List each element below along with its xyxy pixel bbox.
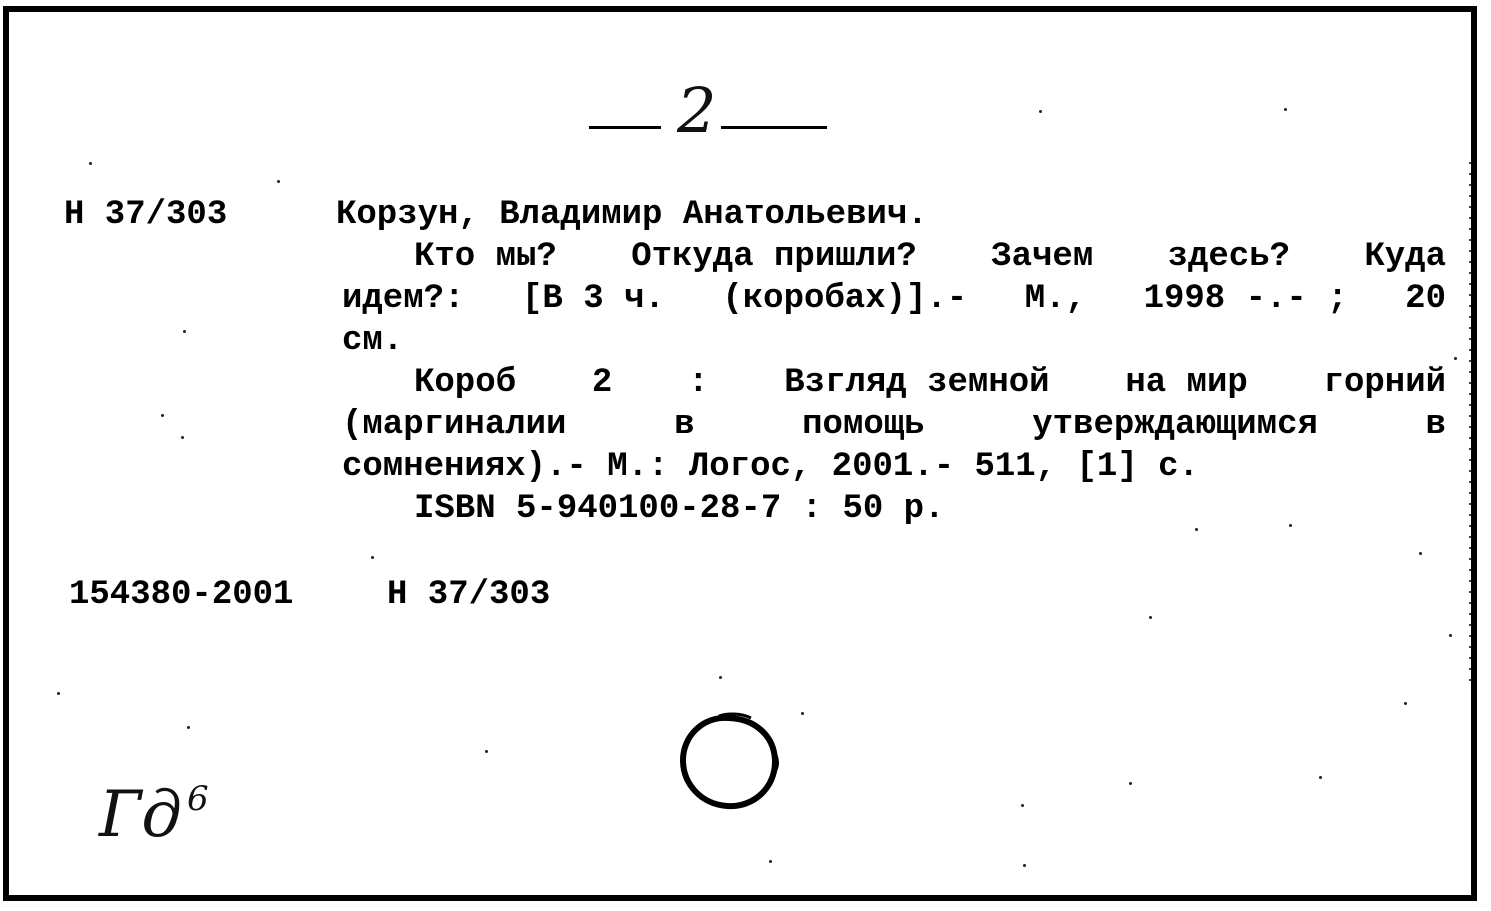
accession-number: 154380-2001 <box>69 576 294 614</box>
punch-hole-icon <box>669 702 789 822</box>
scan-speckle <box>161 414 164 417</box>
shelf-mark-letters: Гд <box>99 778 182 852</box>
page-number-mark <box>581 74 831 176</box>
scan-speckle <box>1129 782 1132 785</box>
volume-word: Короб <box>414 364 517 402</box>
dash-left <box>589 126 661 129</box>
scan-speckle <box>183 330 186 333</box>
scan-speckle <box>769 860 772 863</box>
isbn-line: ISBN 5-940100-28-7 : 50 р. <box>414 490 945 528</box>
scan-speckle <box>1419 552 1422 555</box>
scan-speckle <box>1023 864 1026 867</box>
scan-speckle <box>485 750 488 753</box>
author-line: Корзун, Владимир Анатольевич. <box>336 196 928 234</box>
volume-last-line: сомнениях).- М.: Логос, 2001.- 511, [1] с. <box>342 448 1199 486</box>
volume-word: горний <box>1323 364 1446 402</box>
scan-speckle <box>1284 108 1287 111</box>
scan-speckle <box>1039 110 1042 113</box>
title-word: Куда <box>1364 238 1446 276</box>
title-word: 1998 -.- ; <box>1143 280 1348 318</box>
scan-speckle <box>277 180 280 183</box>
title-line-2 <box>342 278 1446 320</box>
title-word: Зачем <box>991 238 1094 276</box>
scan-speckle <box>1195 528 1198 531</box>
scan-speckle <box>801 712 804 715</box>
shelf-mark-superscript: 6 <box>187 779 209 819</box>
call-number: Н 37/303 <box>64 196 228 234</box>
scan-speckle <box>1289 524 1292 527</box>
scan-speckle <box>57 692 60 695</box>
scan-speckle <box>89 162 92 165</box>
scan-speckle <box>181 436 184 439</box>
volume-word: (маргиналии <box>342 406 567 444</box>
page-number: 2 <box>677 74 717 147</box>
volume-word: утверждающимся <box>1032 406 1318 444</box>
scan-speckle <box>1021 804 1024 807</box>
volume-word: : <box>688 364 709 402</box>
title-word: [В 3 ч. <box>521 280 665 318</box>
call-number-bottom: Н 37/303 <box>387 576 551 614</box>
volume-line-1 <box>414 362 1446 404</box>
handwritten-shelf-mark <box>99 780 239 880</box>
scan-speckle <box>1449 634 1452 637</box>
title-word: Откуда пришли? <box>631 238 917 276</box>
volume-word: в <box>674 406 695 444</box>
title-word: М., <box>1024 280 1086 318</box>
scan-speckle-column <box>1469 162 1471 682</box>
title-word: Кто мы? <box>414 238 557 276</box>
title-word: здесь? <box>1167 238 1291 276</box>
scan-speckle <box>1319 776 1322 779</box>
volume-word: Взгляд земной <box>784 364 1050 402</box>
title-word: 20 <box>1405 280 1446 318</box>
scan-speckle <box>719 676 722 679</box>
volume-line-2 <box>342 404 1446 446</box>
volume-word: 2 <box>591 364 613 402</box>
volume-word: на мир <box>1125 364 1248 402</box>
catalog-card <box>3 6 1477 901</box>
scan-speckle <box>187 726 190 729</box>
dash-right <box>721 126 827 129</box>
scan-speckle <box>1454 357 1457 360</box>
title-line-1 <box>414 236 1446 278</box>
card-body <box>9 12 1471 895</box>
size-line: см. <box>342 322 404 360</box>
scan-speckle <box>371 556 374 559</box>
title-word: (коробах)].- <box>722 280 968 318</box>
volume-word: в <box>1425 406 1446 444</box>
scan-speckle <box>1404 702 1407 705</box>
title-word: идем?: <box>342 280 465 318</box>
scan-speckle <box>1149 616 1152 619</box>
volume-word: помощь <box>802 406 925 444</box>
